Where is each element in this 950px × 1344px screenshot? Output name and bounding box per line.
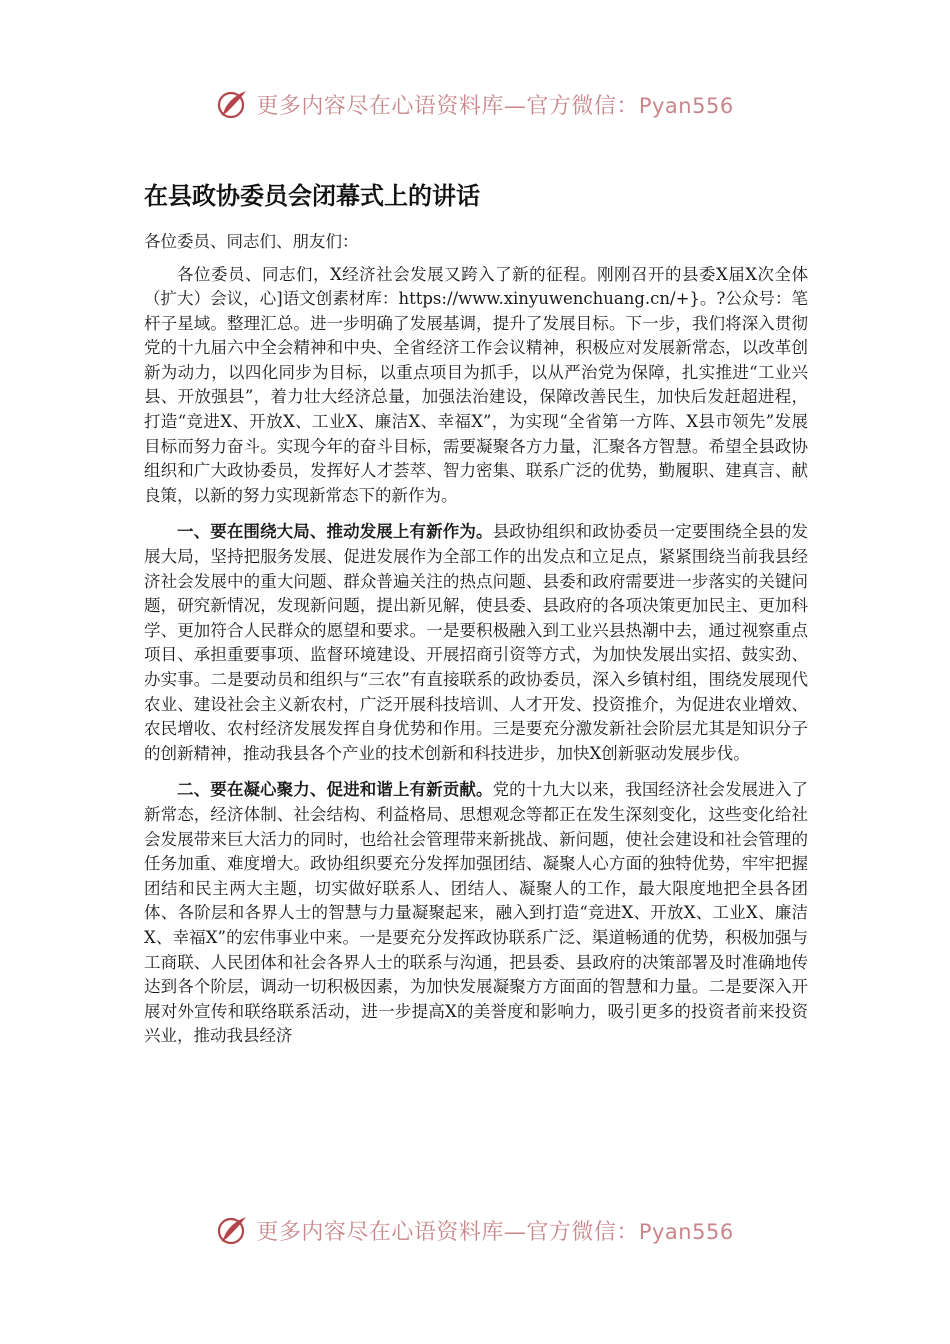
quill-logo-icon: [216, 1213, 250, 1247]
banner-main-text: 更多内容尽在心语资料库—官方微信：: [256, 93, 639, 119]
document-title: 在县政协委员会闭幕式上的讲话: [144, 182, 480, 210]
document-body: [144, 170, 808, 1049]
banner-text: [256, 1215, 733, 1246]
section-2-paragraph: [144, 778, 808, 1049]
section-1-heading: 一、要在围绕大局、推动发展上有新作为。: [177, 522, 493, 542]
section-1-paragraph: [144, 520, 808, 766]
intro-paragraph: 各位委员、同志们，X经济社会发展又跨入了新的征程。刚刚召开的县委X届X次全体（扩大）会议，心]语文创素材库：https://www.xinyuwenchuang.cn/+}。?公众号：笔杆子星域。整理汇总。进一步明确了发展基调，提升了发展目标。下一步，我们将深入贯彻党的十九届六中全会精神和中央、全省经济工作会议精神，积极应对发展新常态，以改革创新为动力，以四化同步为目标，以重点项目为抓手，以从严治党为保障，扎实推进“工业兴县、开放强县”，着力壮大经济总量，加强法治建设，保障改善民生，加快后发赶超进程，打造“竞进X、开放X、工业X、廉洁X、幸福X”，为实现“全省第一方阵、X县市领先”发展目标而努力奋斗。实现今年的奋斗目标，需要凝聚各方力量，汇聚各方智慧。希望全县政协组织和广大政协委员，发挥好人才荟萃、智力密集、联系广泛的优势，勤履职、建真言、献良策，以新的努力实现新常态下的新作为。: [144, 264, 808, 505]
quill-logo-icon: [216, 87, 250, 121]
footer-banner: [0, 1210, 950, 1250]
banner-text: [256, 89, 733, 120]
section-1-body: 县政协组织和政协委员一定要围绕全县的发展大局，坚持把服务发展、促进发展作为全部工作的出发点和立足点，紧紧围绕当前我县经济社会发展中的重大问题、群众普遍关注的热点问题、县委和政府需要进一步落实的关键问题，研究新情况，发现新问题，提出新见解，使县委、县政府的各项决策更加民主、更加科学、更加符合人民群众的愿望和要求。一是要积极融入到工业兴县热潮中去，通过视察重点项目、承担重要事项、监督环境建设、开展招商引资等方式，为加快发展出实招、鼓实劲、办实事。二是要动员和组织与“三农”有直接联系的政协委员，深入乡镇村组，围绕发展现代农业、建设社会主义新农村，广泛开展科技培训、人才开发、投资推介，为促进农业增效、农民增收、农村经济发展发挥自身优势和作用。三是要充分激发新社会阶层尤其是知识分子的创新精神，推动我县各个产业的技术创新和科技进步，加快X创新驱动发展步伐。: [144, 522, 809, 763]
banner-wechat-id: Pyan556: [638, 1219, 734, 1244]
header-banner: [0, 84, 950, 124]
banner-wechat-id: Pyan556: [638, 93, 734, 118]
banner-main-text: 更多内容尽在心语资料库—官方微信：: [256, 1219, 639, 1245]
section-2-heading: 二、要在凝心聚力、促进和谐上有新贡献。: [177, 780, 493, 800]
salutation: 各位委员、同志们、朋友们：: [144, 232, 359, 251]
section-2-body: 党的十九大以来，我国经济社会发展进入了新常态，经济体制、社会结构、利益格局、思想观念等都正在发生深刻变化，这些变化给社会发展带来巨大活力的同时，也给社会管理带来新挑战、新问题，使社会建设和社会管理的任务加重、难度增大。政协组织要充分发挥加强团结、凝聚人心方面的独特优势，牢牢把握团结和民主两大主题，切实做好联系人、团结人、凝聚人的工作，最大限度地把全县各团体、各阶层和各界人士的智慧与力量凝聚起来，融入到打造“竞进X、开放X、工业X、廉洁X、幸福X”的宏伟事业中来。一是要充分发挥政协联系广泛、渠道畅通的优势，积极加强与工商联、人民团体和社会各界人士的联系与沟通，把县委、县政府的决策部署及时准确地传达到各个阶层，调动一切积极因素，为加快发展凝聚方方面面的智慧和力量。二是要深入开展对外宣传和联络联系活动，进一步提高X的美誉度和影响力，吸引更多的投资者前来投资兴业，推动我县经济: [144, 780, 809, 1046]
